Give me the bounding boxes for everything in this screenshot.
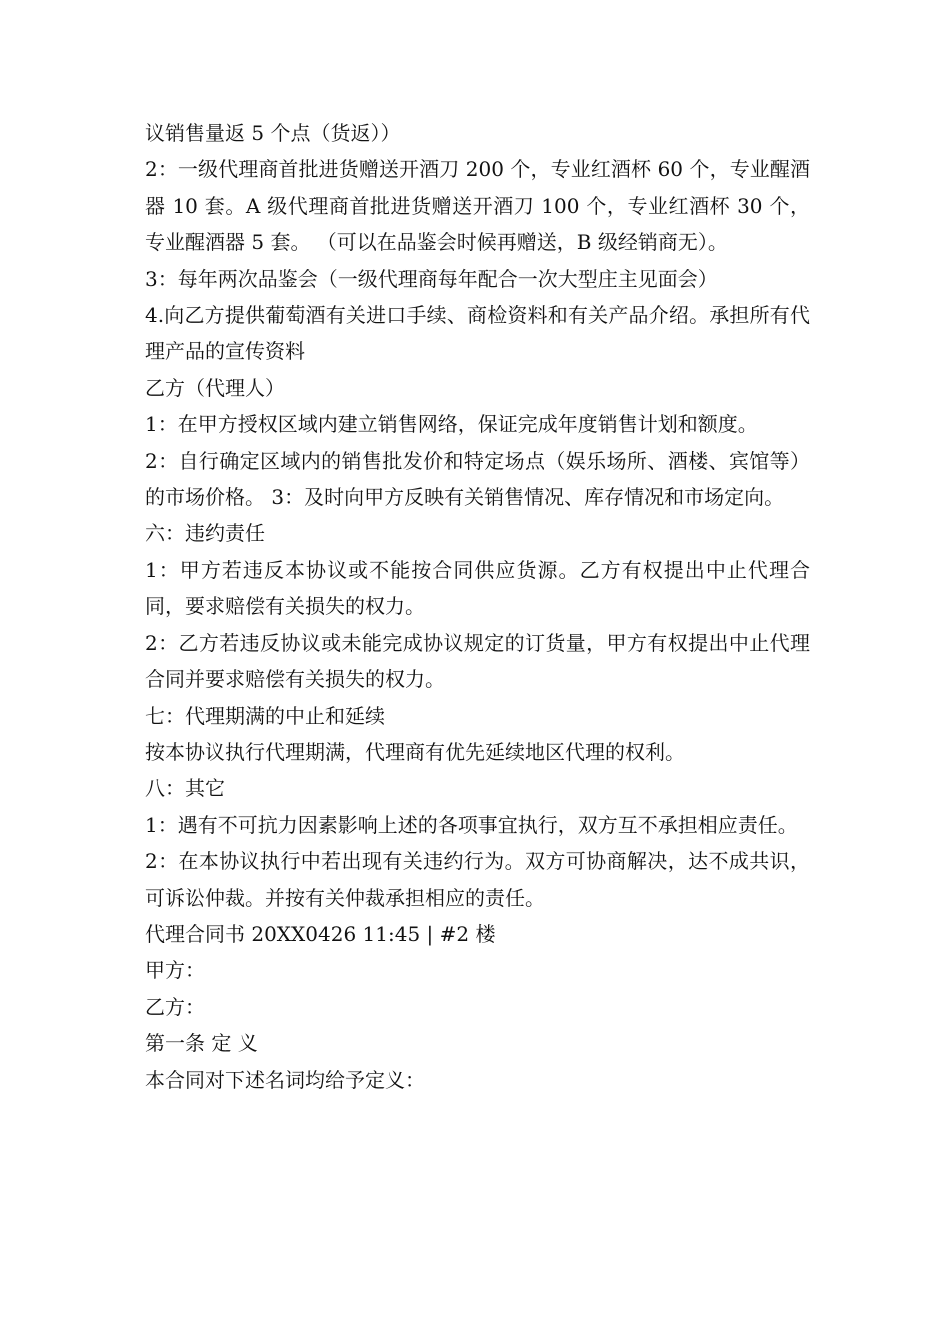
paragraph-force-majeure: 1：遇有不可抗力因素影响上述的各项事宜执行，双方互不承担相应责任。 [145, 812, 798, 837]
paragraph-breach-party-a: 1：甲方若违反本协议或不能按合同供应货源。乙方有权提出中止代理合同，要求赔偿有关损失的权力。 [145, 557, 810, 619]
heading-breach-liability: 六：违约责任 [145, 521, 265, 546]
paragraph-renewal: 按本协议执行代理期满，代理商有优先延续地区代理的权利。 [145, 739, 685, 764]
document-body [145, 115, 810, 1098]
paragraph-pricing: 2：自行确定区域内的销售批发价和特定场点（娱乐场所、酒楼、宾馆等）的市场价格。 3：及时向甲方反映有关销售情况、库存情况和市场定向。 [145, 448, 810, 510]
paragraph-import-docs: 4.向乙方提供葡萄酒有关进口手续、商检资料和有关产品介绍。承担所有代理产品的宣传资料 [145, 303, 810, 364]
party-b-label: 乙方： [145, 994, 205, 1019]
heading-term-expiry: 七：代理期满的中止和延续 [145, 703, 385, 728]
post-header: 代理合同书 20XX0426 11:45 | #2 楼 [145, 921, 496, 946]
heading-other: 八：其它 [145, 776, 225, 801]
paragraph-gift-items: 2：一级代理商首批进货赠送开酒刀 200 个，专业红酒杯 60 个，专业醒酒器 10 套。A 级代理商首批进货赠送开酒刀 100 个，专业红酒杯 30 个，专业醒酒器 5 套。 （可以在品鉴会时候再赠送，B 级经销商无）。 [145, 157, 810, 255]
paragraph-definitions: 本合同对下述名词均给予定义： [145, 1067, 425, 1092]
paragraph-sales-network: 1：在甲方授权区域内建立销售网络，保证完成年度销售计划和额度。 [145, 412, 758, 437]
paragraph-breach-party-b: 2：乙方若违反协议或未能完成协议规定的订货量，甲方有权提出中止代理合同并要求赔偿有关损失的权力。 [145, 630, 810, 692]
party-a-label: 甲方： [145, 958, 205, 983]
paragraph-dispute: 2：在本协议执行中若出现有关违约行为。双方可协商解决，达不成共识，可诉讼仲裁。并按有关仲裁承担相应的责任。 [145, 849, 810, 910]
paragraph-rebate-note: 议销售量返 5 个点（货返）） [145, 121, 401, 145]
paragraph-tasting-events: 3：每年两次品鉴会（一级代理商每年配合一次大型庄主见面会） [145, 266, 718, 291]
article-one-heading: 第一条 定 义 [145, 1031, 258, 1056]
heading-party-b: 乙方（代理人） [145, 375, 285, 400]
